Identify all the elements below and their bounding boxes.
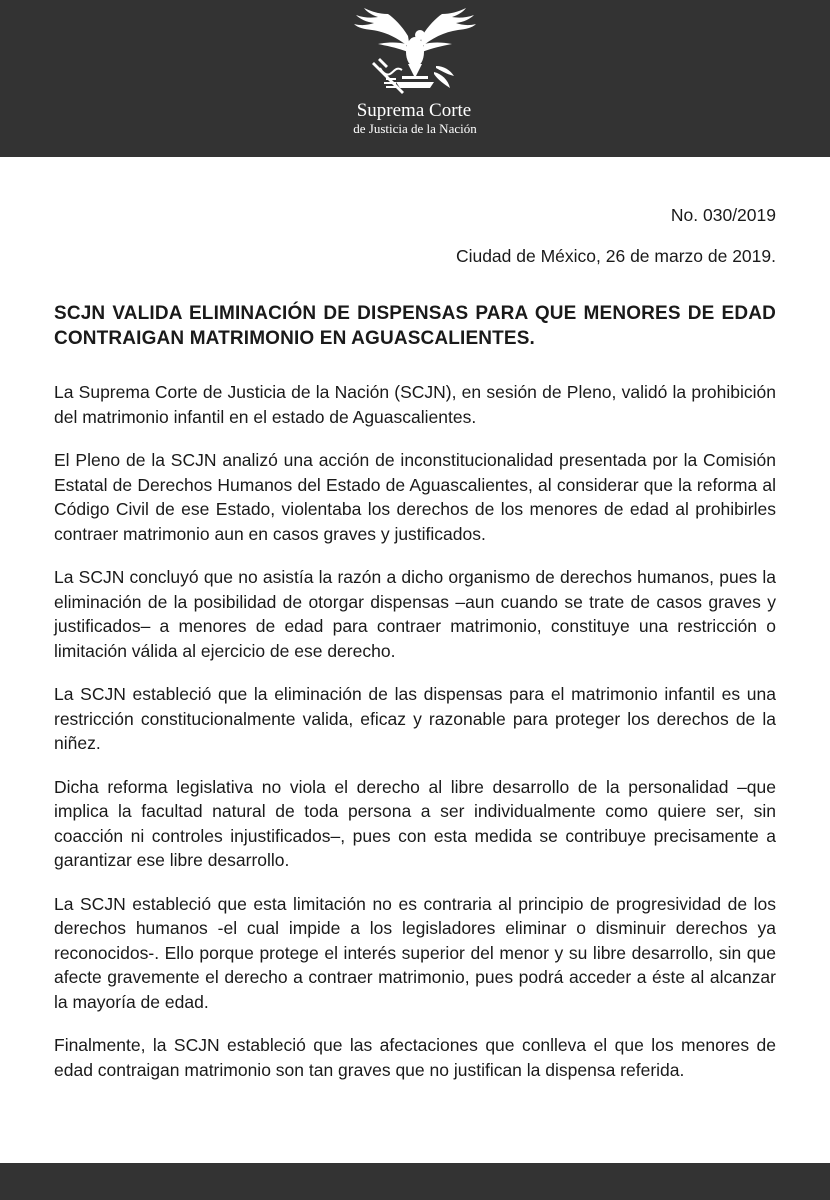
body-paragraph: La SCJN estableció que esta limitación no es contraria al principio de progresividad de los derechos humanos -el cual impide a los legisladores eliminar o disminuir derechos ya reconocidos-. Ello porque protege el interés superior del menor y su libre desarrollo, sin que afecte gravemente el derecho a contraer matrimonio, pues podrá acceder a éste al alcanzar la mayoría de edad.: [54, 893, 776, 1012]
release-number: No. 030/2019: [670, 205, 776, 225]
footer-band: [0, 1163, 830, 1200]
release-headline: SCJN VALIDA ELIMINACIÓN DE DISPENSAS PARA QUE MENORES DE EDAD CONTRAIGAN MATRIMONIO EN AGUASCALIENTES.: [54, 303, 776, 349]
mexican-eagle-emblem-icon: [350, 8, 480, 100]
body-paragraph: Dicha reforma legislativa no viola el derecho al libre desarrollo de la personalidad –que implica la facultad natural de toda persona a ser individualmente como quiere ser, sin coacción ni controles injustificados–, pues con esta medida se contribuye precisamente a garantizar ese libre desarrollo.: [54, 776, 776, 870]
org-subtitle: de Justicia de la Nación: [353, 121, 477, 136]
body-paragraph: La Suprema Corte de Justicia de la Nación (SCJN), en sesión de Pleno, validó la prohibición del matrimonio infantil en el estado de Aguascalientes.: [54, 382, 776, 427]
body-paragraph: El Pleno de la SCJN analizó una acción de inconstitucionalidad presentada por la Comisión Estatal de Derechos Humanos del Estado de Aguascalientes, al considerar que la reforma al Código Civil de ese Estado, violentaba los derechos de los menores de edad al prohibirles contraer matrimonio aun en casos graves y justificados.: [54, 450, 776, 544]
body-paragraph: Finalmente, la SCJN estableció que las afectaciones que conlleva el que los menores de edad contraigan matrimonio son tan graves que no justifican la dispensa referida.: [54, 1035, 776, 1080]
body-paragraph: La SCJN concluyó que no asistía la razón a dicho organismo de derechos humanos, pues la eliminación de la posibilidad de otorgar dispensas –aun cuando se trate de casos graves y justificados– a menores de edad para contraer matrimonio, constituye una restricción o limitación válida al ejercicio de ese derecho.: [54, 567, 776, 661]
header-band: [0, 0, 830, 157]
org-name: Suprema Corte: [356, 100, 472, 121]
body-paragraph: La SCJN estableció que la eliminación de las dispensas para el matrimonio infantil es una restricción constitucionalmente valida, eficaz y razonable para proteger los derechos de la niñez.: [54, 684, 776, 753]
release-place-date: Ciudad de México, 26 de marzo de 2019.: [455, 246, 776, 266]
release-body: [54, 380, 776, 1101]
